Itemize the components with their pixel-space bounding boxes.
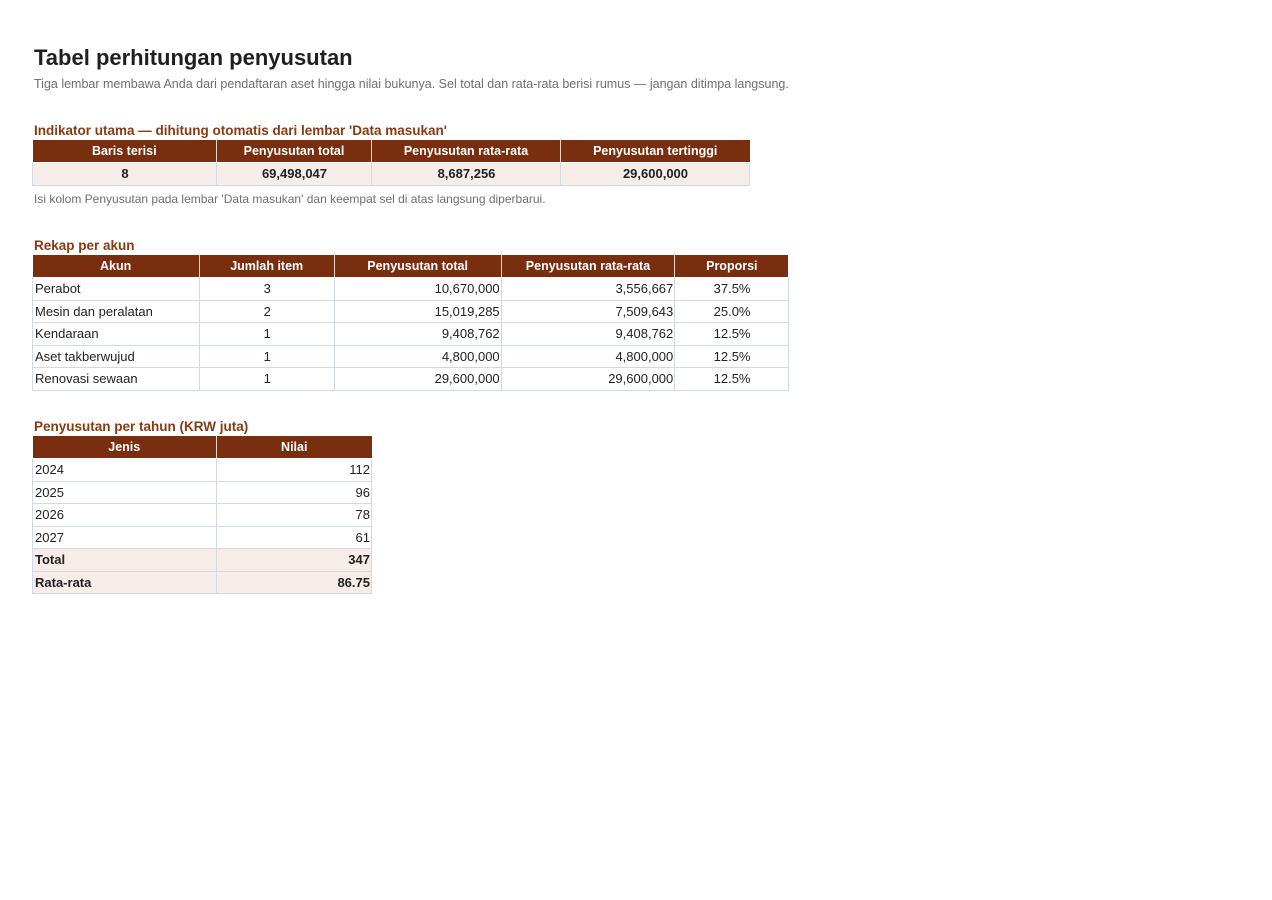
kpi-note: Isi kolom Penyusutan pada lembar 'Data masukan' dan keempat sel di atas langsung diperbarui. <box>34 191 546 206</box>
average-cell[interactable]: 3,556,667 <box>501 278 675 301</box>
kpi-value-total[interactable]: 69,498,047 <box>217 163 372 186</box>
kpi-value-max[interactable]: 29,600,000 <box>561 163 750 186</box>
value-cell[interactable]: 112 <box>217 459 372 482</box>
table-row <box>33 368 789 391</box>
account-header-row <box>33 255 789 278</box>
total-cell[interactable]: 9,408,762 <box>334 323 501 346</box>
account-summary-section <box>34 237 789 391</box>
year-cell[interactable]: 2025 <box>33 481 217 504</box>
share-cell[interactable]: 12.5% <box>675 345 789 368</box>
total-cell[interactable]: 15,019,285 <box>334 300 501 323</box>
table-row <box>33 504 372 527</box>
page-title: Tabel perhitungan penyusutan <box>34 45 353 70</box>
account-summary-title: Rekap per akun <box>34 238 135 253</box>
total-label-cell[interactable]: Total <box>33 549 217 572</box>
yearly-depreciation-section <box>34 418 372 594</box>
yearly-header-row <box>33 436 372 459</box>
table-row <box>33 459 372 482</box>
kpi-value-average[interactable]: 8,687,256 <box>372 163 561 186</box>
average-value-cell[interactable]: 86.75 <box>217 571 372 594</box>
kpi-header-row <box>33 140 750 163</box>
kpi-header-cell[interactable]: Penyusutan total <box>217 140 372 163</box>
account-header-cell[interactable]: Akun <box>33 255 200 278</box>
value-cell[interactable]: 78 <box>217 504 372 527</box>
account-name-cell[interactable]: Aset takberwujud <box>33 345 200 368</box>
average-cell[interactable]: 7,509,643 <box>501 300 675 323</box>
share-cell[interactable]: 12.5% <box>675 368 789 391</box>
kpi-header-cell[interactable]: Penyusutan rata-rata <box>372 140 561 163</box>
year-cell[interactable]: 2024 <box>33 459 217 482</box>
item-count-cell[interactable]: 1 <box>199 368 334 391</box>
account-summary-table <box>32 255 789 391</box>
total-cell[interactable]: 4,800,000 <box>334 345 501 368</box>
table-row <box>33 345 789 368</box>
account-header-cell[interactable]: Jumlah item <box>199 255 334 278</box>
item-count-cell[interactable]: 2 <box>199 300 334 323</box>
average-row <box>33 571 372 594</box>
kpi-header-cell[interactable]: Penyusutan tertinggi <box>561 140 750 163</box>
table-row <box>33 300 789 323</box>
item-count-cell[interactable]: 1 <box>199 323 334 346</box>
share-cell[interactable]: 12.5% <box>675 323 789 346</box>
spreadsheet-sheet <box>34 44 789 590</box>
total-value-cell[interactable]: 347 <box>217 549 372 572</box>
yearly-depreciation-title: Penyusutan per tahun (KRW juta) <box>34 419 249 434</box>
kpi-table <box>32 140 750 186</box>
yearly-header-cell[interactable]: Nilai <box>217 436 372 459</box>
item-count-cell[interactable]: 1 <box>199 345 334 368</box>
yearly-header-cell[interactable]: Jenis <box>33 436 217 459</box>
account-header-cell[interactable]: Penyusutan rata-rata <box>501 255 675 278</box>
account-name-cell[interactable]: Kendaraan <box>33 323 200 346</box>
account-header-cell[interactable]: Penyusutan total <box>334 255 501 278</box>
table-row <box>33 526 372 549</box>
item-count-cell[interactable]: 3 <box>199 278 334 301</box>
kpi-header-cell[interactable]: Baris terisi <box>33 140 217 163</box>
year-cell[interactable]: 2027 <box>33 526 217 549</box>
account-name-cell[interactable]: Renovasi sewaan <box>33 368 200 391</box>
average-label-cell[interactable]: Rata-rata <box>33 571 217 594</box>
average-cell[interactable]: 4,800,000 <box>501 345 675 368</box>
account-name-cell[interactable]: Mesin dan peralatan <box>33 300 200 323</box>
value-cell[interactable]: 61 <box>217 526 372 549</box>
value-cell[interactable]: 96 <box>217 481 372 504</box>
table-row <box>33 278 789 301</box>
table-row <box>33 323 789 346</box>
year-cell[interactable]: 2026 <box>33 504 217 527</box>
average-cell[interactable]: 9,408,762 <box>501 323 675 346</box>
share-cell[interactable]: 25.0% <box>675 300 789 323</box>
account-header-cell[interactable]: Proporsi <box>675 255 789 278</box>
yearly-depreciation-table <box>32 436 372 594</box>
total-cell[interactable]: 10,670,000 <box>334 278 501 301</box>
total-row <box>33 549 372 572</box>
kpi-section <box>34 122 750 207</box>
table-row <box>33 481 372 504</box>
share-cell[interactable]: 37.5% <box>675 278 789 301</box>
page-subtitle: Tiga lembar membawa Anda dari pendaftaran aset hingga nilai bukunya. Sel total dan rata-rata berisi rumus — jangan ditimpa langsung. <box>34 77 789 91</box>
kpi-section-title: Indikator utama — dihitung otomatis dari lembar 'Data masukan' <box>34 123 447 138</box>
average-cell[interactable]: 29,600,000 <box>501 368 675 391</box>
total-cell[interactable]: 29,600,000 <box>334 368 501 391</box>
account-name-cell[interactable]: Perabot <box>33 278 200 301</box>
kpi-value-rows-filled[interactable]: 8 <box>33 163 217 186</box>
kpi-value-row <box>33 163 750 186</box>
